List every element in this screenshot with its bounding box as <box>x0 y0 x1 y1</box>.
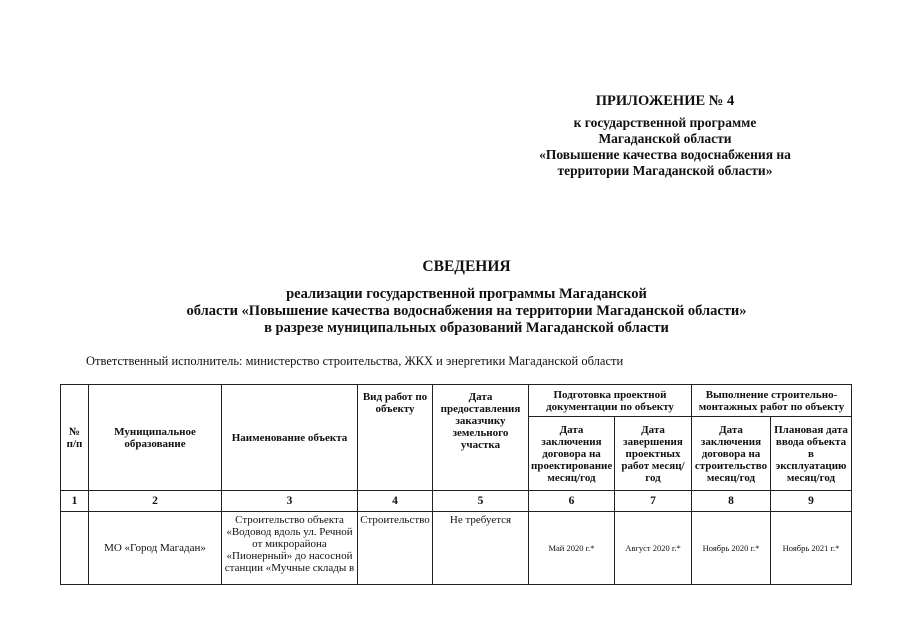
header-municipality: Муниципальное образование <box>89 385 222 491</box>
row-design-contract: Май 2020 г.* <box>529 512 615 585</box>
heading-title: СВЕДЕНИЯ <box>422 258 511 275</box>
appendix-line: территории Магаданской области» <box>557 163 773 178</box>
header-design-contract: Дата заключения договора на проектирование месяц/год <box>529 417 615 491</box>
appendix-line: «Повышение качества водоснабжения на <box>539 147 791 162</box>
appendix-title: ПРИЛОЖЕНИЕ № 4 <box>595 93 735 109</box>
responsible-executor: Ответственный исполнитель: министерство строительства, ЖКХ и энергетики Магаданской области <box>86 354 624 368</box>
appendix-block <box>480 93 850 179</box>
appendix-line: к государственной программе <box>573 115 757 130</box>
column-number: 2 <box>89 491 222 512</box>
column-number: 6 <box>529 491 615 512</box>
heading-line: в разрезе муниципальных образований Магаданской области <box>264 320 669 336</box>
column-number: 3 <box>222 491 358 512</box>
row-construction-contract: Ноябрь 2020 г.* <box>692 512 771 585</box>
column-number: 4 <box>358 491 433 512</box>
header-design-end: Дата завершения проектных работ месяц/год <box>615 417 692 491</box>
column-number: 1 <box>61 491 89 512</box>
document-heading <box>130 258 803 337</box>
header-construction-contract: Дата заключения договора на строительство месяц/год <box>692 417 771 491</box>
table-row <box>61 512 852 585</box>
row-num <box>61 512 89 585</box>
program-table <box>60 384 852 585</box>
header-commissioning: Плановая дата ввода объекта в эксплуатацию месяц/год <box>771 417 852 491</box>
header-land-date: Дата предоставления заказчику земельного участка <box>433 385 529 491</box>
header-work-type: Вид работ по объекту <box>358 385 433 491</box>
header-construction-group: Выполнение строительно-монтажных работ по объекту <box>692 385 852 417</box>
row-commissioning: Ноябрь 2021 г.* <box>771 512 852 585</box>
column-number-row <box>61 491 852 512</box>
header-num: № п/п <box>61 385 89 491</box>
heading-line: области «Повышение качества водоснабжения на территории Магаданской области» <box>186 303 747 319</box>
appendix-line: Магаданской области <box>598 131 732 146</box>
header-object-name: Наименование объекта <box>222 385 358 491</box>
column-number: 8 <box>692 491 771 512</box>
row-land-date: Не требуется <box>433 512 529 585</box>
heading-line: реализации государственной программы Магаданской <box>286 286 647 302</box>
row-object-name: Строительство объекта «Водовод вдоль ул. Речной от микрорайона «Пионерный» до насосной станции «Мучные склады в <box>222 512 358 585</box>
header-design-group: Подготовка проектной документации по объекту <box>529 385 692 417</box>
row-design-end: Август 2020 г.* <box>615 512 692 585</box>
column-number: 5 <box>433 491 529 512</box>
column-number: 7 <box>615 491 692 512</box>
row-municipality: МО «Город Магадан» <box>89 512 222 585</box>
column-number: 9 <box>771 491 852 512</box>
row-work-type: Строительство <box>358 512 433 585</box>
